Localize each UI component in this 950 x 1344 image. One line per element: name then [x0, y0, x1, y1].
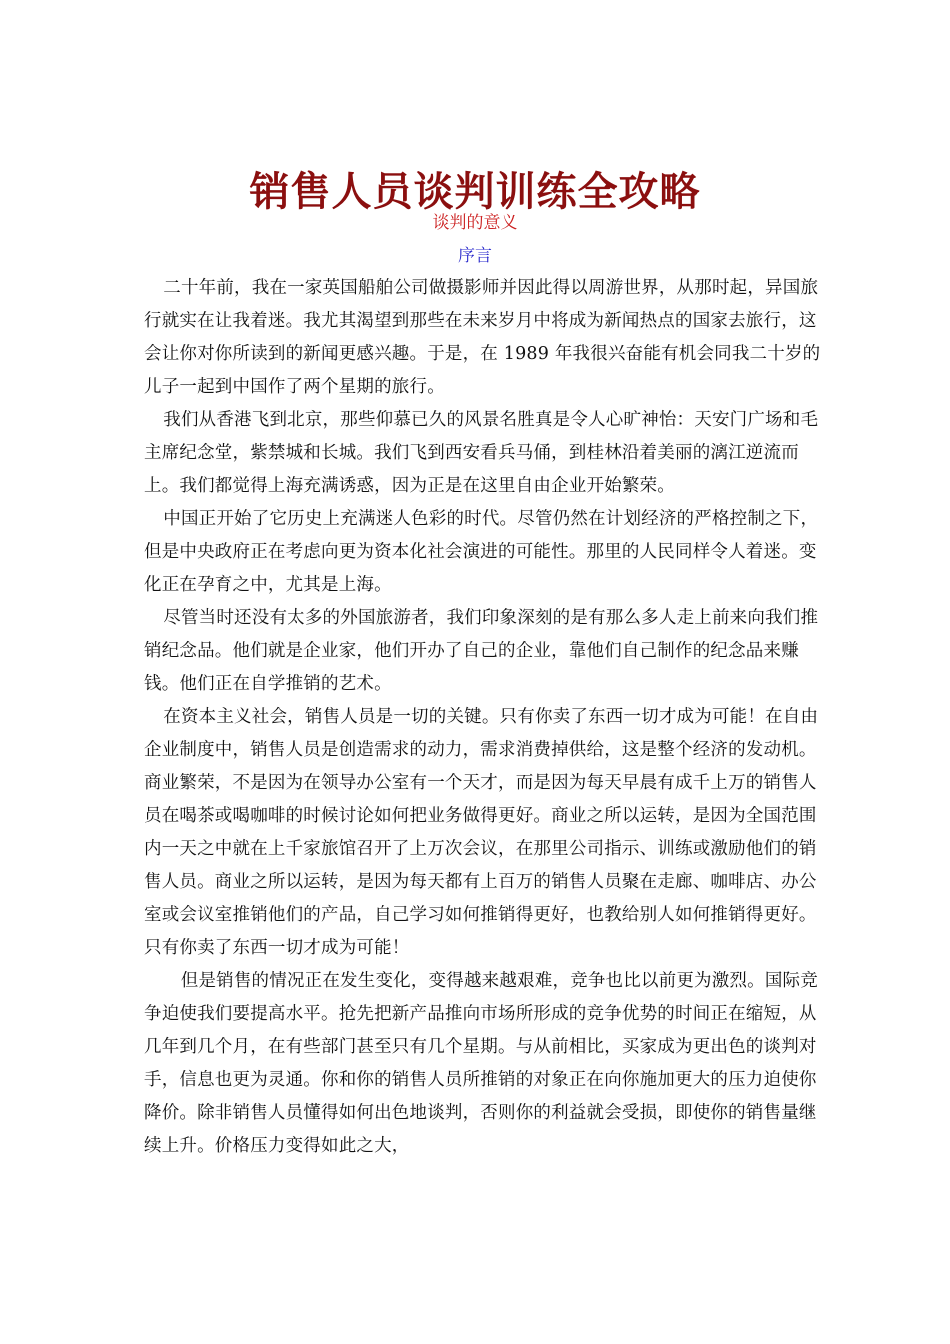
document-body	[144, 272, 828, 1163]
section-heading: 序言	[458, 246, 492, 266]
document-subtitle: 谈判的意义	[432, 213, 518, 233]
document-title: 销售人员谈判训练全攻略	[249, 169, 701, 215]
paragraph: 我们从香港飞到北京，那些仰慕已久的风景名胜真是令人心旷神怡：天安门广场和毛主席纪念堂，紫禁城和长城。我们飞到西安看兵马俑，到桂林沿着美丽的漓江逆流而上。我们都觉得上海充满诱惑，因为正是在这里自由企业开始繁荣。	[144, 410, 819, 496]
paragraph: 在资本主义社会，销售人员是一切的关键。只有你卖了东西一切才成为可能！在自由企业制度中，销售人员是创造需求的动力，需求消费掉供给，这是整个经济的发动机。商业繁荣，不是因为在领导办公室有一个天才，而是因为每天早晨有成千上万的销售人员在喝茶或喝咖啡的时候讨论如何把业务做得更好。商业之所以运转，是因为全国范围内一天之中就在上千家旅馆召开了上万次会议，在那里公司指示、训练或激励他们的销售人员。商业之所以运转，是因为每天都有上百万的销售人员聚在走廊、咖啡店、办公室或会议室推销他们的产品，自己学习如何推销得更好，也教给别人如何推销得更好。只有你卖了东西一切才成为可能！	[144, 707, 819, 958]
paragraph: 但是销售的情况正在发生变化，变得越来越艰难，竞争也比以前更为激烈。国际竞争迫使我们要提高水平。抢先把新产品推向市场所形成的竞争优势的时间正在缩短，从几年到几个月，在有些部门甚至只有几个星期。与从前相比，买家成为更出色的谈判对手，信息也更为灵通。你和你的销售人员所推销的对象正在向你施加更大的压力迫使你降价。除非销售人员懂得如何出色地谈判，否则你的利益就会受损，即使你的销售量继续上升。价格压力变得如此之大，	[144, 971, 818, 1156]
paragraph: 尽管当时还没有太多的外国旅游者，我们印象深刻的是有那么多人走上前来向我们推销纪念品。他们就是企业家，他们开办了自己的企业，靠他们自己制作的纪念品来赚钱。他们正在自学推销的艺术。	[144, 608, 819, 694]
paragraph: 二十年前，我在一家英国船舶公司做摄影师并因此得以周游世界，从那时起，异国旅行就实在让我着迷。我尤其渴望到那些在未来岁月中将成为新闻热点的国家去旅行，这会让你对你所读到的新闻更感兴趣。于是，在 1989 年我很兴奋能有机会同我二十岁的儿子一起到中国作了两个星期的旅行。	[144, 278, 821, 397]
paragraph: 中国正开始了它历史上充满迷人色彩的时代。尽管仍然在计划经济的严格控制之下，但是中央政府正在考虑向更为资本化社会演进的可能性。那里的人民同样令人着迷。变化正在孕育之中，尤其是上海。	[144, 509, 819, 595]
